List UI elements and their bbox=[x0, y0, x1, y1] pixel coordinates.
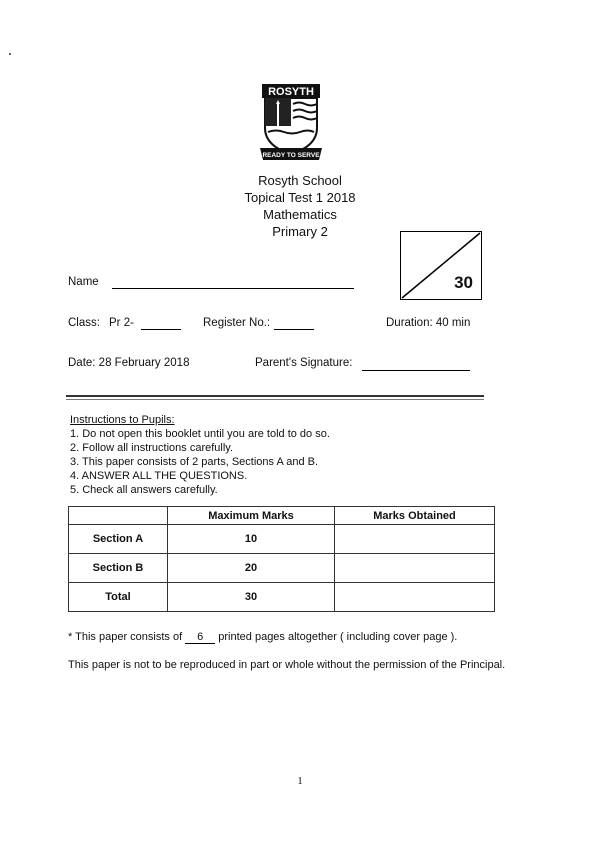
instruction-item: 5. Check all answers carefully. bbox=[70, 484, 218, 496]
score-total: 30 bbox=[454, 273, 473, 292]
section-divider bbox=[66, 395, 484, 397]
instruction-item: 4. ANSWER ALL THE QUESTIONS. bbox=[70, 470, 248, 482]
duration-text: Duration: 40 min bbox=[386, 317, 471, 329]
crest-motto-text: READY TO SERVE bbox=[262, 152, 320, 159]
name-label: Name bbox=[68, 276, 99, 288]
row-label: Section B bbox=[69, 554, 168, 583]
header-blank bbox=[69, 507, 168, 525]
school-name: Rosyth School bbox=[258, 173, 342, 188]
instructions-list bbox=[70, 427, 330, 497]
header-marks-obtained: Marks Obtained bbox=[335, 507, 495, 525]
test-title: Topical Test 1 2018 bbox=[244, 190, 356, 205]
marks-table bbox=[68, 506, 495, 612]
page-number: 1 bbox=[297, 775, 303, 787]
row-max-marks: 30 bbox=[168, 583, 335, 612]
table-header-row bbox=[69, 507, 495, 525]
row-max-marks: 20 bbox=[168, 554, 335, 583]
page-count-value: 6 bbox=[185, 631, 215, 644]
section-divider-thin bbox=[66, 399, 484, 400]
instruction-item: 3. This paper consists of 2 parts, Sections A and B. bbox=[70, 456, 319, 468]
page-count-note bbox=[68, 631, 457, 644]
date-text: Date: 28 February 2018 bbox=[68, 357, 190, 369]
instructions-block bbox=[70, 413, 330, 497]
table-row bbox=[69, 583, 495, 612]
class-prefix: Pr 2- bbox=[109, 317, 134, 329]
subject-title: Mathematics bbox=[263, 207, 337, 222]
instruction-item: 1. Do not open this booklet until you are told to do so. bbox=[70, 428, 330, 440]
copyright-note: This paper is not to be reproduced in part or whole without the permission of the Principal. bbox=[68, 659, 506, 671]
row-marks-obtained[interactable] bbox=[335, 554, 495, 583]
table-row bbox=[69, 554, 495, 583]
row-label: Section A bbox=[69, 525, 168, 554]
row-marks-obtained[interactable] bbox=[335, 525, 495, 554]
register-field[interactable] bbox=[274, 329, 314, 330]
school-heading bbox=[0, 172, 600, 240]
header-max-marks: Maximum Marks bbox=[168, 507, 335, 525]
level-title: Primary 2 bbox=[272, 224, 328, 239]
row-max-marks: 10 bbox=[168, 525, 335, 554]
register-label: Register No.: bbox=[203, 317, 271, 329]
page-count-prefix: * This paper consists of bbox=[68, 631, 183, 643]
table-row bbox=[69, 525, 495, 554]
score-box bbox=[400, 231, 482, 300]
class-field[interactable] bbox=[141, 329, 181, 330]
row-marks-obtained[interactable] bbox=[335, 583, 495, 612]
name-field[interactable] bbox=[112, 288, 354, 289]
signature-label: Parent's Signature: bbox=[255, 357, 353, 369]
crest-top-text: ROSYTH bbox=[268, 86, 314, 98]
scan-speck bbox=[9, 53, 11, 55]
signature-field[interactable] bbox=[362, 370, 470, 371]
row-label: Total bbox=[69, 583, 168, 612]
instruction-item: 2. Follow all instructions carefully. bbox=[70, 442, 234, 454]
instructions-title: Instructions to Pupils: bbox=[70, 414, 175, 426]
page-count-suffix: printed pages altogether ( including cover page ). bbox=[218, 631, 458, 643]
school-crest-logo bbox=[256, 82, 326, 164]
class-label: Class: bbox=[68, 317, 100, 329]
